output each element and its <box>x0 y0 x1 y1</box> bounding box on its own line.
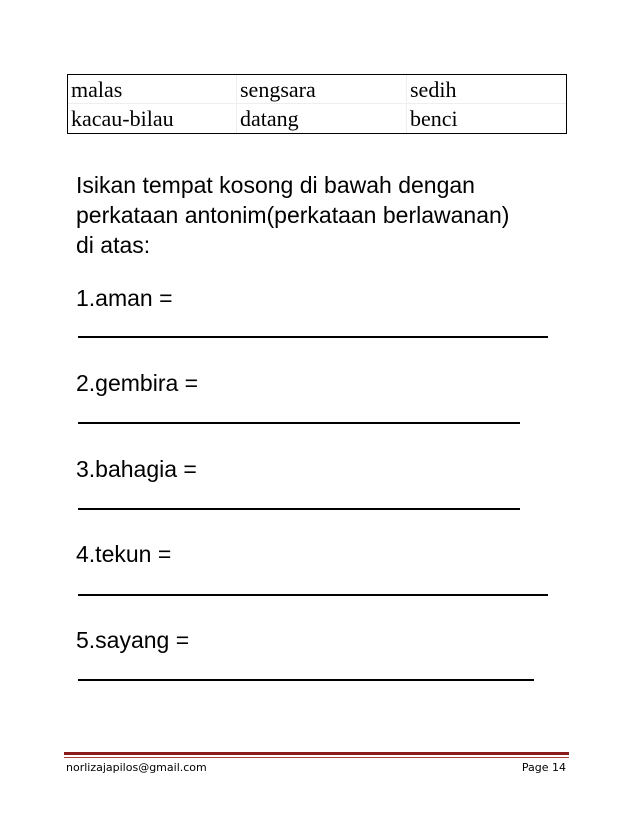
question-3-prompt: 3.bahagia = <box>76 456 197 482</box>
word-cell: sedih <box>406 75 564 104</box>
answer-line-3[interactable] <box>78 508 520 510</box>
answer-line-4[interactable] <box>78 594 548 596</box>
answer-line-1[interactable] <box>78 336 548 338</box>
footer-divider <box>64 752 569 755</box>
word-cell: kacau-bilau <box>71 106 174 131</box>
word-table <box>67 74 567 134</box>
word-table-row <box>68 104 566 133</box>
question-1-prompt: 1.aman = <box>76 285 173 311</box>
question-5-prompt: 5.sayang = <box>76 627 190 653</box>
word-cell: benci <box>406 104 564 133</box>
answer-line-5[interactable] <box>78 679 534 681</box>
answer-line-2[interactable] <box>78 422 520 424</box>
question-4-prompt: 4.tekun = <box>76 541 172 567</box>
footer-divider-thin <box>64 757 569 758</box>
footer-email: norlizajapilos@gmail.com <box>66 761 207 774</box>
word-cell: sengsara <box>236 75 406 104</box>
word-cell: malas <box>71 76 123 102</box>
word-cell: datang <box>236 104 406 133</box>
word-table-row <box>68 75 566 104</box>
page-number: Page 14 <box>521 761 566 774</box>
question-2-prompt: 2.gembira = <box>76 370 199 396</box>
instruction-text: Isikan tempat kosong di bawah dengan perkataan antonim(perkataan berlawanan) di atas: <box>76 172 510 258</box>
